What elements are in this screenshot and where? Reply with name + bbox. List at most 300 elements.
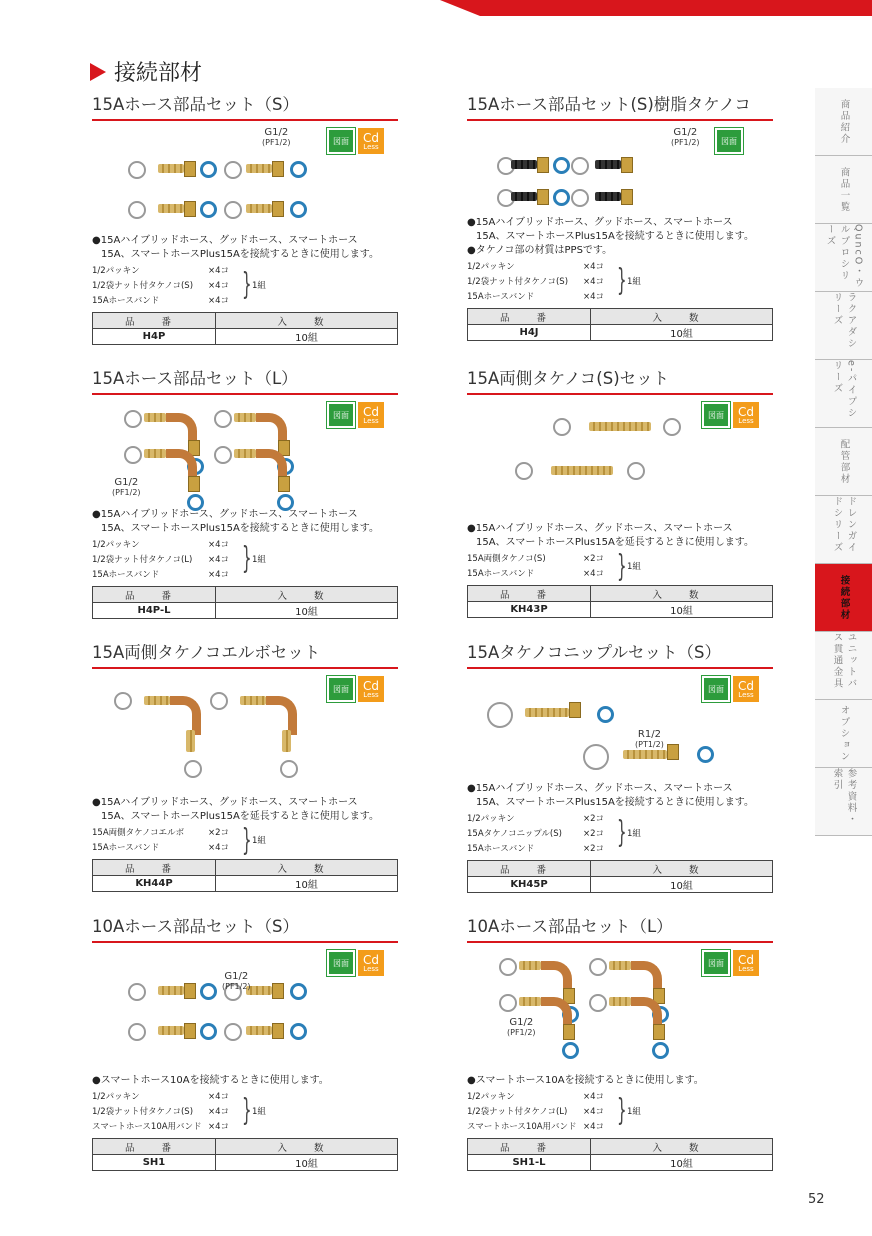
sidebar-tab-9[interactable] — [815, 700, 872, 768]
set-label: 1組 — [252, 1107, 266, 1117]
set-contents — [92, 264, 322, 309]
section-rule — [467, 393, 773, 395]
product-code: KH45P — [468, 877, 591, 893]
double-nozzle-icon — [589, 422, 651, 431]
sidebar-tab-label: 配管部材 — [838, 438, 850, 485]
contents-item-name: 1/2パッキン — [92, 266, 140, 276]
nut-icon — [184, 1023, 196, 1039]
product-section — [467, 368, 773, 638]
contents-item-qty: ×2コ — [583, 829, 605, 839]
spec-data-row — [93, 876, 398, 892]
hose-nozzle-icon — [158, 1026, 184, 1035]
drawing-badge[interactable]: 図面 — [327, 950, 355, 976]
set-contents — [467, 260, 697, 305]
thread-spec: G1/2 — [264, 127, 289, 138]
nut-icon — [184, 983, 196, 999]
thread-spec-sub: (PF1/2) — [222, 981, 251, 991]
packing-ring-icon — [200, 983, 217, 1000]
sidebar-tab-label: QuncO・ウルプロシリーズ — [824, 224, 864, 290]
resin-nozzle-icon — [511, 192, 537, 201]
set-contents — [92, 538, 322, 583]
packing-ring-icon — [553, 189, 570, 206]
product-description — [467, 522, 773, 550]
hose-nozzle-icon — [234, 413, 256, 422]
sidebar-tab-8[interactable] — [815, 632, 872, 700]
resin-nozzle-icon — [511, 160, 537, 169]
set-label: 1組 — [627, 277, 641, 287]
contents-item-qty: ×4コ — [583, 569, 605, 579]
section-title: 15Aホース部品セット(S)樹脂タケノコ — [467, 95, 751, 114]
spec-table — [92, 586, 398, 619]
hose-nozzle-icon — [519, 961, 541, 970]
contents-item-name: スマートホース10A用バンド — [467, 1122, 577, 1132]
drawing-badge[interactable]: 図面 — [327, 128, 355, 154]
sidebar-tab-2[interactable] — [815, 224, 872, 292]
hose-band-icon — [184, 760, 202, 778]
hose-nozzle-icon — [158, 204, 184, 213]
brace-icon: } — [617, 815, 627, 850]
packing-ring-icon — [562, 1042, 579, 1059]
spec-header-row — [468, 586, 773, 602]
contents-row — [467, 275, 697, 290]
hose-band-icon — [128, 983, 146, 1001]
contents-item-name: 1/2パッキン — [467, 1092, 515, 1102]
nut-icon — [621, 189, 633, 205]
description-line: ●スマートホース10Aを接続するときに使用します。 — [467, 1075, 704, 1086]
product-code: H4P-L — [93, 603, 216, 619]
cd-less-badge — [358, 676, 384, 702]
elbow-pipe-icon — [170, 696, 201, 735]
description-line: 15A、スマートホースPlus15Aを接続するときに使用します。 — [101, 249, 379, 260]
description-line: ●タケノコ部の材質はPPSです。 — [467, 245, 613, 256]
heading-triangle-icon — [90, 63, 106, 81]
nut-icon — [278, 476, 290, 492]
drawing-badge[interactable]: 図面 — [702, 402, 730, 428]
hose-nozzle-icon — [519, 997, 541, 1006]
sidebar-tab-1[interactable] — [815, 156, 872, 224]
packing-ring-icon — [290, 201, 307, 218]
hose-band-icon — [224, 1023, 242, 1041]
qty-header: 入 数 — [591, 586, 773, 602]
badge-group — [702, 402, 759, 428]
description-line: ●15Aハイブリッドホース、グッドホース、スマートホース — [467, 783, 733, 794]
hose-nozzle-icon — [234, 449, 256, 458]
hose-band-icon — [553, 418, 571, 436]
code-header: 品 番 — [93, 313, 216, 329]
hose-band-icon — [128, 161, 146, 179]
set-label: 1組 — [252, 555, 266, 565]
description-line: ●15Aハイブリッドホース、グッドホース、スマートホース — [92, 509, 358, 520]
thread-spec: R1/2 — [637, 729, 661, 740]
hose-band-icon — [128, 201, 146, 219]
sidebar-tab-3[interactable] — [815, 292, 872, 360]
contents-item-name: 1/2袋ナット付タケノコ(S) — [92, 281, 194, 291]
hose-band-icon — [210, 692, 228, 710]
sidebar-tab-label: 商品一覧 — [838, 166, 850, 213]
less-text: Less — [363, 690, 379, 699]
product-section — [92, 94, 398, 364]
cd-text: Cd — [363, 678, 379, 693]
thread-label — [222, 972, 251, 991]
thread-label — [671, 128, 700, 147]
section-title: 15A両側タケノコ(S)セット — [467, 369, 670, 388]
thread-spec: G1/2 — [224, 971, 249, 982]
spec-data-row — [93, 329, 398, 345]
top-accent-bar — [480, 0, 872, 16]
section-title: 15Aホース部品セット（L） — [92, 369, 298, 388]
cd-text: Cd — [363, 404, 379, 419]
page-number: 52 — [808, 1192, 825, 1207]
hose-band-icon — [128, 1023, 146, 1041]
contents-item-name: 15Aホースバンド — [467, 292, 535, 302]
section-rule — [92, 941, 398, 943]
hose-nozzle-icon — [282, 730, 291, 752]
less-text: Less — [738, 690, 754, 699]
packing-ring-icon — [200, 201, 217, 218]
badge-group — [702, 676, 759, 702]
description-line: 15A、スマートホースPlus15Aを接続するときに使用します。 — [101, 523, 379, 534]
product-description — [92, 796, 398, 824]
spec-table — [467, 1138, 773, 1171]
product-code: SH1 — [93, 1155, 216, 1171]
code-header: 品 番 — [468, 309, 591, 325]
description-line: 15A、スマートホースPlus15Aを接続するときに使用します。 — [476, 797, 754, 808]
cd-less-badge — [733, 402, 759, 428]
section-rule — [92, 667, 398, 669]
contents-item-qty: ×2コ — [208, 828, 230, 838]
sidebar-tab-label: 商品紹介 — [838, 98, 850, 145]
cd-less-badge — [358, 128, 384, 154]
contents-item-qty: ×4コ — [208, 1092, 230, 1102]
brace-icon: } — [242, 823, 252, 858]
hose-nozzle-icon — [246, 204, 272, 213]
hose-band-icon — [114, 692, 132, 710]
contents-row — [467, 1090, 697, 1105]
sidebar-nav — [815, 88, 872, 836]
product-section — [92, 368, 398, 638]
contents-item-qty: ×4コ — [583, 1092, 605, 1102]
hose-nozzle-icon — [623, 750, 667, 759]
spec-table — [467, 860, 773, 893]
contents-item-qty: ×4コ — [208, 570, 230, 580]
sidebar-tab-0[interactable] — [815, 88, 872, 156]
hose-band-icon — [571, 157, 589, 175]
hose-nozzle-icon — [525, 708, 569, 717]
drawing-badge[interactable]: 図面 — [327, 402, 355, 428]
hose-band-icon — [124, 446, 142, 464]
thread-spec-sub: (PF1/2) — [507, 1027, 536, 1037]
product-qty: 10組 — [591, 602, 773, 618]
less-text: Less — [363, 142, 379, 151]
spec-data-row — [468, 602, 773, 618]
hose-nozzle-icon — [186, 730, 195, 752]
product-section — [467, 916, 773, 1186]
hose-nozzle-icon — [144, 413, 166, 422]
spec-data-row — [93, 1155, 398, 1171]
contents-item-name: 1/2袋ナット付タケノコ(S) — [92, 1107, 194, 1117]
hose-nozzle-icon — [158, 986, 184, 995]
contents-row — [92, 294, 322, 309]
packing-ring-icon — [597, 706, 614, 723]
hose-band-icon — [589, 958, 607, 976]
set-label: 1組 — [627, 829, 641, 839]
thread-spec: G1/2 — [673, 127, 698, 138]
contents-item-qty: ×2コ — [583, 844, 605, 854]
contents-row — [92, 553, 322, 568]
packing-ring-icon — [200, 161, 217, 178]
spec-header-row — [93, 587, 398, 603]
qty-header: 入 数 — [216, 1139, 398, 1155]
hose-band-icon — [571, 189, 589, 207]
thread-spec-sub: (PF1/2) — [112, 487, 141, 497]
thread-spec: G1/2 — [114, 477, 139, 488]
contents-row — [467, 567, 697, 582]
contents-item-name: スマートホース10A用バンド — [92, 1122, 202, 1132]
qty-header: 入 数 — [216, 860, 398, 876]
set-contents — [467, 812, 697, 857]
spec-table — [92, 312, 398, 345]
hose-nozzle-icon — [240, 696, 266, 705]
badge-group — [327, 676, 384, 702]
packing-ring-icon — [290, 983, 307, 1000]
sidebar-tab-5[interactable] — [815, 428, 872, 496]
description-line: 15A、スマートホースPlus15Aを延長するときに使用します。 — [101, 811, 379, 822]
contents-item-name: 15Aホースバンド — [92, 570, 160, 580]
product-section — [467, 94, 773, 364]
contents-row — [467, 260, 697, 275]
badge-group — [327, 402, 384, 428]
cd-text: Cd — [738, 952, 754, 967]
contents-row — [92, 1120, 322, 1135]
product-qty: 10組 — [216, 876, 398, 892]
set-label: 1組 — [627, 562, 641, 572]
hose-band-icon — [214, 410, 232, 428]
contents-row — [467, 552, 697, 567]
sidebar-tab-label: ユニットバス貫通金具 — [831, 632, 857, 690]
spec-header-row — [468, 861, 773, 877]
product-section — [467, 642, 773, 912]
spec-table — [467, 308, 773, 341]
thread-label — [262, 128, 291, 147]
set-contents — [92, 823, 322, 858]
hose-band-icon — [663, 418, 681, 436]
thread-spec-sub: (PT1/2) — [635, 739, 664, 749]
cd-less-badge — [733, 676, 759, 702]
nut-icon — [272, 1023, 284, 1039]
cd-less-badge — [733, 950, 759, 976]
description-line: 15A、スマートホースPlus15Aを延長するときに使用します。 — [476, 537, 754, 548]
qty-header: 入 数 — [591, 309, 773, 325]
resin-nozzle-icon — [595, 192, 621, 201]
contents-row — [467, 1120, 697, 1135]
cd-text: Cd — [363, 130, 379, 145]
contents-item-qty: ×4コ — [583, 262, 605, 272]
contents-item-qty: ×4コ — [208, 1122, 230, 1132]
hose-band-icon — [515, 462, 533, 480]
contents-row — [467, 290, 697, 305]
spec-table — [92, 1138, 398, 1171]
sidebar-tab-10[interactable] — [815, 768, 872, 836]
sidebar-tab-7[interactable] — [815, 564, 872, 632]
section-title: 10Aホース部品セット（S） — [92, 917, 299, 936]
contents-item-qty: ×4コ — [583, 292, 605, 302]
hose-band-icon — [280, 760, 298, 778]
contents-item-name: 1/2袋ナット付タケノコ(L) — [92, 555, 193, 565]
brace-icon: } — [242, 267, 252, 302]
hose-band-icon — [214, 446, 232, 464]
description-line: ●スマートホース10Aを接続するときに使用します。 — [92, 1075, 329, 1086]
nut-icon — [621, 157, 633, 173]
nut-icon — [563, 1024, 575, 1040]
spec-data-row — [468, 1155, 773, 1171]
nut-icon — [184, 201, 196, 217]
hose-band-icon — [499, 958, 517, 976]
code-header: 品 番 — [468, 1139, 591, 1155]
less-text: Less — [738, 964, 754, 973]
contents-item-qty: ×4コ — [583, 1122, 605, 1132]
contents-item-name: 1/2パッキン — [467, 262, 515, 272]
less-text: Less — [363, 416, 379, 425]
drawing-badge[interactable]: 図面 — [702, 950, 730, 976]
packing-ring-icon — [290, 1023, 307, 1040]
nut-icon — [272, 201, 284, 217]
section-rule — [467, 667, 773, 669]
resin-nozzle-icon — [595, 160, 621, 169]
less-text: Less — [738, 416, 754, 425]
hose-nozzle-icon — [144, 696, 170, 705]
spec-header-row — [468, 309, 773, 325]
hose-nozzle-icon — [246, 1026, 272, 1035]
hose-band-icon — [583, 744, 609, 770]
sidebar-tab-label: ドレンガイドシリーズ — [831, 496, 857, 554]
thread-label — [635, 730, 664, 749]
code-header: 品 番 — [468, 861, 591, 877]
contents-item-name: 1/2パッキン — [92, 1092, 140, 1102]
spec-header-row — [468, 1139, 773, 1155]
product-qty: 10組 — [216, 1155, 398, 1171]
sidebar-tab-label: ラクアダシリーズ — [831, 292, 857, 350]
hose-nozzle-icon — [158, 164, 184, 173]
product-description — [92, 1074, 398, 1088]
thread-label — [507, 1018, 536, 1037]
contents-item-name: 1/2パッキン — [92, 540, 140, 550]
spec-data-row — [468, 325, 773, 341]
contents-item-qty: ×2コ — [583, 554, 605, 564]
nut-icon — [653, 1024, 665, 1040]
spec-table — [467, 585, 773, 618]
brace-icon: } — [617, 1093, 627, 1128]
product-code: KH44P — [93, 876, 216, 892]
section-title: 10Aホース部品セット（L） — [467, 917, 673, 936]
contents-item-name: 15A両側タケノコ(S) — [467, 554, 546, 564]
contents-row — [467, 842, 697, 857]
nut-icon — [537, 189, 549, 205]
drawing-badge[interactable]: 図面 — [715, 128, 743, 154]
contents-item-qty: ×4コ — [208, 540, 230, 550]
drawing-badge[interactable]: 図面 — [327, 676, 355, 702]
less-text: Less — [363, 964, 379, 973]
contents-row — [92, 1090, 322, 1105]
elbow-pipe-icon — [266, 696, 297, 735]
code-header: 品 番 — [468, 586, 591, 602]
contents-row — [92, 264, 322, 279]
nut-icon — [537, 157, 549, 173]
product-description — [467, 782, 773, 810]
hose-band-icon — [487, 702, 513, 728]
contents-item-qty: ×2コ — [583, 814, 605, 824]
contents-item-qty: ×4コ — [583, 277, 605, 287]
brace-icon: } — [617, 549, 627, 584]
page-heading — [90, 56, 202, 87]
hose-nozzle-icon — [609, 997, 631, 1006]
product-code: KH43P — [468, 602, 591, 618]
hose-band-icon — [124, 410, 142, 428]
badge-group — [327, 950, 384, 976]
badge-group — [327, 128, 384, 154]
nut-icon — [272, 161, 284, 177]
product-code: SH1-L — [468, 1155, 591, 1171]
contents-item-name: 15Aホースバンド — [467, 569, 535, 579]
packing-ring-icon — [697, 746, 714, 763]
product-qty: 10組 — [591, 325, 773, 341]
double-nozzle-icon — [551, 466, 613, 475]
code-header: 品 番 — [93, 587, 216, 603]
set-contents — [92, 1090, 322, 1135]
description-line: ●15Aハイブリッドホース、グッドホース、スマートホース — [92, 797, 358, 808]
hose-band-icon — [224, 161, 242, 179]
product-description — [467, 1074, 773, 1088]
description-line: 15A、スマートホースPlus15Aを接続するときに使用します。 — [476, 231, 754, 242]
thread-spec-sub: (PF1/2) — [671, 137, 700, 147]
section-rule — [467, 941, 773, 943]
contents-row — [467, 812, 697, 827]
qty-header: 入 数 — [216, 587, 398, 603]
cd-less-badge — [358, 402, 384, 428]
brace-icon: } — [617, 263, 627, 298]
product-qty: 10組 — [216, 329, 398, 345]
contents-row — [92, 826, 322, 841]
drawing-badge[interactable]: 図面 — [702, 676, 730, 702]
hose-band-icon — [499, 994, 517, 1012]
contents-item-qty: ×4コ — [208, 555, 230, 565]
thread-label — [112, 478, 141, 497]
packing-ring-icon — [553, 157, 570, 174]
set-contents — [467, 1090, 697, 1135]
contents-item-name: 15Aホースバンド — [92, 843, 160, 853]
set-label: 1組 — [252, 281, 266, 291]
contents-row — [467, 827, 697, 842]
code-header: 品 番 — [93, 1139, 216, 1155]
section-title: 15Aタケノコニップルセット（S） — [467, 643, 721, 662]
contents-item-qty: ×4コ — [208, 266, 230, 276]
qty-header: 入 数 — [216, 313, 398, 329]
spec-data-row — [468, 877, 773, 893]
contents-row — [92, 279, 322, 294]
nut-icon — [569, 702, 581, 718]
description-line: ●15Aハイブリッドホース、グッドホース、スマートホース — [467, 217, 733, 228]
hose-nozzle-icon — [246, 164, 272, 173]
sidebar-tab-4[interactable] — [815, 360, 872, 428]
sidebar-tab-label: e-パイプシリーズ — [831, 360, 857, 420]
brace-icon: } — [242, 1093, 252, 1128]
product-qty: 10組 — [591, 877, 773, 893]
contents-row — [92, 1105, 322, 1120]
section-title: 15A両側タケノコエルボセット — [92, 643, 321, 662]
section-title: 15Aホース部品セット（S） — [92, 95, 299, 114]
sidebar-tab-6[interactable] — [815, 496, 872, 564]
description-line: ●15Aハイブリッドホース、グッドホース、スマートホース — [467, 523, 733, 534]
thread-spec-sub: (PF1/2) — [262, 137, 291, 147]
